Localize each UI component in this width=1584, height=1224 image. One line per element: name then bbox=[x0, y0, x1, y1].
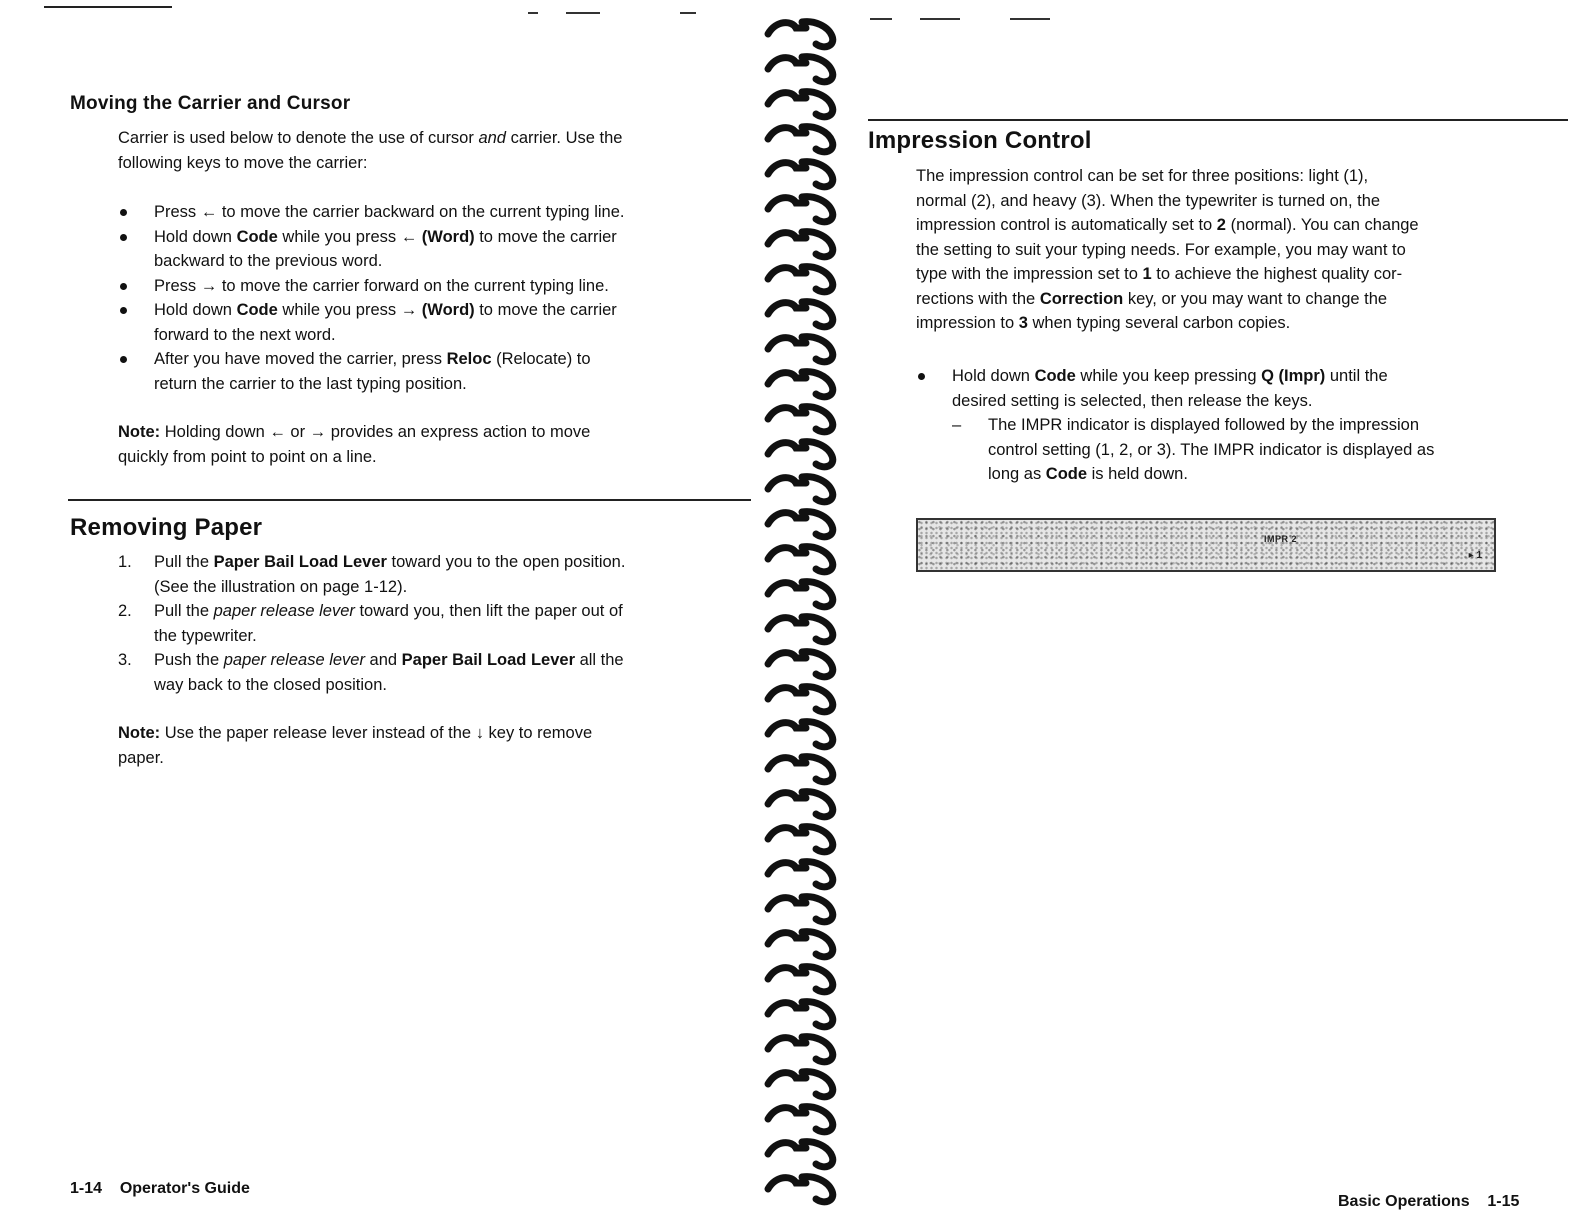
spiral-coil bbox=[768, 827, 833, 852]
spiral-coil bbox=[768, 1142, 833, 1167]
right-page-footer bbox=[1338, 1193, 1519, 1211]
display-cursor: ▸ 1 bbox=[1468, 550, 1482, 561]
spiral-coil bbox=[768, 57, 833, 82]
list-item: Hold down Code while you keep pressing Q (Impr) until the desired setting is selected, then release the keys. bbox=[916, 364, 1581, 413]
bullet-icon bbox=[918, 373, 925, 380]
spiral-coil bbox=[768, 1037, 833, 1062]
bullet-icon bbox=[120, 209, 127, 216]
spiral-coil bbox=[768, 512, 833, 537]
spiral-coil bbox=[768, 1177, 833, 1202]
spiral-coil bbox=[768, 162, 833, 187]
spiral-coil bbox=[768, 127, 833, 152]
left-page bbox=[0, 0, 760, 1224]
spiral-coil bbox=[768, 92, 833, 117]
spiral-coil bbox=[768, 442, 833, 467]
spiral-coil bbox=[768, 862, 833, 887]
list-item: 2. Pull the paper release lever toward you, then lift the paper out of the typewriter. bbox=[118, 602, 623, 645]
impr-indicator: IMPR 2 bbox=[1264, 534, 1298, 544]
spiral-coil bbox=[768, 582, 833, 607]
spiral-coil bbox=[768, 232, 833, 257]
list-item: After you have moved the carrier, press Reloc (Relocate) to return the carrier to the last typing position. bbox=[118, 347, 758, 396]
impression-sub-item: – The IMPR indicator is displayed followed by the impression control setting (1, 2, or 3). The IMPR indicator is displayed as long as Code is held down. bbox=[952, 416, 1435, 483]
impression-paragraph: The impression control can be set for three positions: light (1), normal (2), and heavy (3). When the typewriter is turned on, the impression control is automatically set to 2 (normal). You can change the setting to suit your typing needs. For example, you may want to type with the impression set to 1 to achieve the highest quality cor- rections with the Correction key, or you may want to change the impression to 3 when typing several carbon copies. bbox=[916, 167, 1419, 332]
list-item: 1. Pull the Paper Bail Load Lever toward you to the open position. (See the illustration on page 1-12). bbox=[118, 553, 626, 596]
scan-speck bbox=[566, 12, 600, 14]
top-rule bbox=[44, 6, 172, 8]
page-number: 1-14 bbox=[70, 1180, 103, 1197]
spiral-coil bbox=[768, 722, 833, 747]
bullet-icon bbox=[120, 283, 127, 290]
spiral-coil bbox=[768, 792, 833, 817]
scan-speck bbox=[870, 18, 892, 20]
right-page bbox=[860, 0, 1584, 1224]
spiral-coil bbox=[768, 22, 833, 47]
bullet-icon bbox=[120, 356, 127, 363]
list-item: 3. Push the paper release lever and Paper Bail Load Lever all the way back to the closed position. bbox=[118, 651, 624, 694]
spiral-coil bbox=[768, 372, 833, 397]
spiral-coil bbox=[768, 967, 833, 992]
removing-note: Note: Use the paper release lever instead of the ↓ key to remove paper. bbox=[118, 724, 593, 767]
section-divider bbox=[68, 499, 751, 501]
spiral-coil bbox=[768, 1072, 833, 1097]
impression-display-illustration bbox=[916, 518, 1496, 572]
spiral-coil bbox=[768, 302, 833, 327]
spiral-coil bbox=[768, 267, 833, 292]
scan-speck bbox=[920, 18, 960, 20]
list-item: Press → to move the carrier forward on the current typing line. bbox=[118, 274, 758, 299]
bullet-icon bbox=[120, 234, 127, 241]
spiral-coil bbox=[768, 757, 833, 782]
spiral-coil bbox=[768, 687, 833, 712]
scan-speck bbox=[680, 12, 696, 14]
left-page-footer bbox=[70, 1180, 250, 1198]
spiral-coil bbox=[768, 1107, 833, 1132]
spiral-coil bbox=[768, 477, 833, 502]
spiral-coil bbox=[768, 337, 833, 362]
section-heading-removing: Removing Paper bbox=[70, 514, 263, 541]
footer-label: Basic Operations bbox=[1338, 1193, 1470, 1210]
scan-speck bbox=[528, 12, 538, 14]
bullet-icon bbox=[120, 307, 127, 314]
moving-note: Note: Holding down ← or → provides an express action to move quickly from point to point on a line. bbox=[118, 423, 591, 466]
list-item: Press ← to move the carrier backward on the current typing line. bbox=[118, 200, 758, 225]
spiral-coil bbox=[768, 617, 833, 642]
spiral-coil bbox=[768, 547, 833, 572]
moving-bullet-list bbox=[118, 200, 758, 396]
spiral-coil bbox=[768, 897, 833, 922]
list-item: Hold down Code while you press ← (Word) to move the carrier backward to the previous word. bbox=[118, 225, 758, 274]
removing-steps bbox=[118, 550, 758, 697]
scan-speck bbox=[1010, 18, 1050, 20]
spiral-coil bbox=[768, 407, 833, 432]
spiral-coil bbox=[768, 932, 833, 957]
impression-bullet-list bbox=[916, 364, 1581, 413]
spiral-coil bbox=[768, 197, 833, 222]
section-heading-moving: Moving the Carrier and Cursor bbox=[70, 93, 351, 114]
list-item: Hold down Code while you press → (Word) to move the carrier forward to the next word. bbox=[118, 298, 758, 347]
spiral-coil bbox=[768, 1002, 833, 1027]
section-heading-impression: Impression Control bbox=[868, 127, 1092, 154]
spiral-coil bbox=[768, 652, 833, 677]
spiral-binding bbox=[762, 10, 854, 1220]
footer-label: Operator's Guide bbox=[119, 1180, 250, 1197]
section-divider bbox=[868, 119, 1568, 121]
moving-intro: Carrier is used below to denote the use of cursor and carrier. Use the following keys to move the carrier: bbox=[118, 129, 623, 172]
page-number: 1-15 bbox=[1487, 1193, 1520, 1210]
